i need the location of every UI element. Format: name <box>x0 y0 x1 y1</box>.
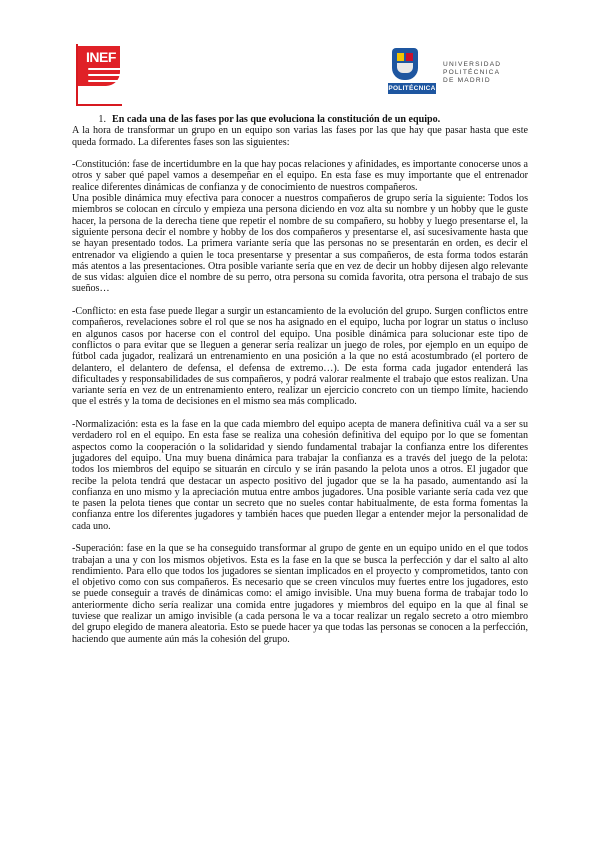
normalizacion-paragraph: -Normalización: esta es la fase en la que cada miembro del equipo acepta de manera definitiva cuál va a ser su verdadero rol en el equipo. En esta fase se realiza una cohesión definitiva del equipo por lo que se fomentan aspectos como la cooperación o la solidaridad y siendo fundamental trabajar la confianza entre los diferentes jugadores del equipo. Una muy buena dinámica para trabajar la confianza es a través del juego de la pelota: todos los miembros del equipo se situarán en círculo y se irán pasando la pelota unos a otros. El jugador que recibe la pelota tendrá que destacar un aspecto positivo del jugador que se la ha pasado, aumentando así la confianza en uno mismo y la apreciación mutua entre ambos jugadores. Una posible variante sería cada vez que te pasen la pelota tienes que contar un secreto que no sueles contar habitualmente, de esta forma fomentas la confianza entre los diferentes jugadores y también haces que pueden llegar a entender mejor la personalidad de cada uno. <box>72 419 528 532</box>
section-title: En cada una de las fases por las que evoluciona la constitución de un equipo. <box>112 114 441 125</box>
superacion-paragraph: -Superación: fase en la que se ha conseguido transformar al grupo de gente en un equipo unido en el que todos trabajan a una y con los mismos objetivos. Esta es la fase en la que se busca la perfección y dar el salto al alto rendimiento. Para ello que todos los jugadores se sientan implicados en el proyecto y comprometidos, tanto con el objetivo como con sus compañeros. Es necesario que se creen vínculos muy fuertes entre los jugadores, esto se puede conseguir a través de dinámicas como: el amigo invisible. Una muy buena forma de trabajar todo lo anteriormente dicho sería realizar una comida entre jugadores y miembros del equipo en la que al final se tuviese que realizar un amigo invisible (a cada persona le va a tocar realizar un regalo secreto a otro miembro del grupo elegido de manera aleatoria. Esto se puede hacer ya que todas las personas se conocen a la perfección, haciendo que aumente aún más la cohesión del grupo. <box>72 543 528 645</box>
upm-logo <box>388 48 528 100</box>
politecnica-badge: POLITÉCNICA <box>388 85 436 92</box>
inef-logo <box>72 44 122 106</box>
section-heading <box>72 114 528 125</box>
inef-logo-text: INEF <box>86 49 116 65</box>
intro-paragraph: A la hora de transformar un grupo en un equipo son varias las fases por las que hay que pasar hasta que este queda formado. La diferentes fases son las siguientes: <box>72 125 528 148</box>
constitucion-dynamic-paragraph: Una posible dinámica muy efectiva para conocer a nuestros compañeros de grupo sería la siguiente: Todos los miembros se colocan en círculo y empieza una persona diciendo en voz alta su nombre y un hobby que le guste hacer, la persona de la derecha tiene que repetir el nombre de su compañero, su hobby y luego presentarse el, la siguiente persona decir el nombre y hobby de los dos compañeros y presentarse el, así sucesivamente hasta que se hayan presentado todos. La primera variante sería que las personas no se presentarán en orden, es decir el entrenador va eligiendo a quien le toca presentarse y presentar a sus compañeros, de esta forma todos estarán más atentos a las presentaciones. Otra posible variante sería que en vez de decir un hobby dijesen algo relevante de sus vidas: alguien dice el nombre de su perro, otra persona su comida favorita, otra persona el trabajo de sus sueños… <box>72 193 528 295</box>
section-number: 1. <box>98 114 106 125</box>
university-name: UNIVERSIDAD POLITÉCNICA DE MADRID <box>443 61 502 84</box>
constitucion-paragraph: -Constitución: fase de incertidumbre en la que hay pocas relaciones y afinidades, es importante conocerse unos a otros y saber qué papel vamos a desempeñar en el equipo. En esta fase es muy importante que el entrenador realice diferentes dinámicas de confianza y de conocimiento de nuestros compañeros. <box>72 159 528 193</box>
upm-crest-icon <box>392 48 418 80</box>
document-body <box>72 114 528 645</box>
conflicto-paragraph: -Conflicto: en esta fase puede llegar a surgir un estancamiento de la evolución del grupo. Surgen conflictos entre compañeros, revelaciones sobre el rol que se nos ha asignado en el equipo, lucha por lograr un status o incluso en algunos casos por hacerse con el control del equipo. Una posible dinámica para solucionar este tipo de conflictos o para evitar que se lleguen a generar sería realizar un juego de roles, por ejemplo en un equipo de fútbol cada jugador, realizará un entrenamiento en una posición a la que no está acostumbrado (el portero de delantero, el delantero de defensa, el defensa de extremo…). De esta forma cada jugador entenderá las dificultades y responsabilidades de sus compañeros, y podrá valorar realmente el trabajo que estos realizan. Una variante sería en vez de un entrenamiento entero, realizar un ejercicio concreto con un tiempo límite, haciendo que el estrés y la toma de decisiones en el mismo sea más complicado. <box>72 306 528 408</box>
